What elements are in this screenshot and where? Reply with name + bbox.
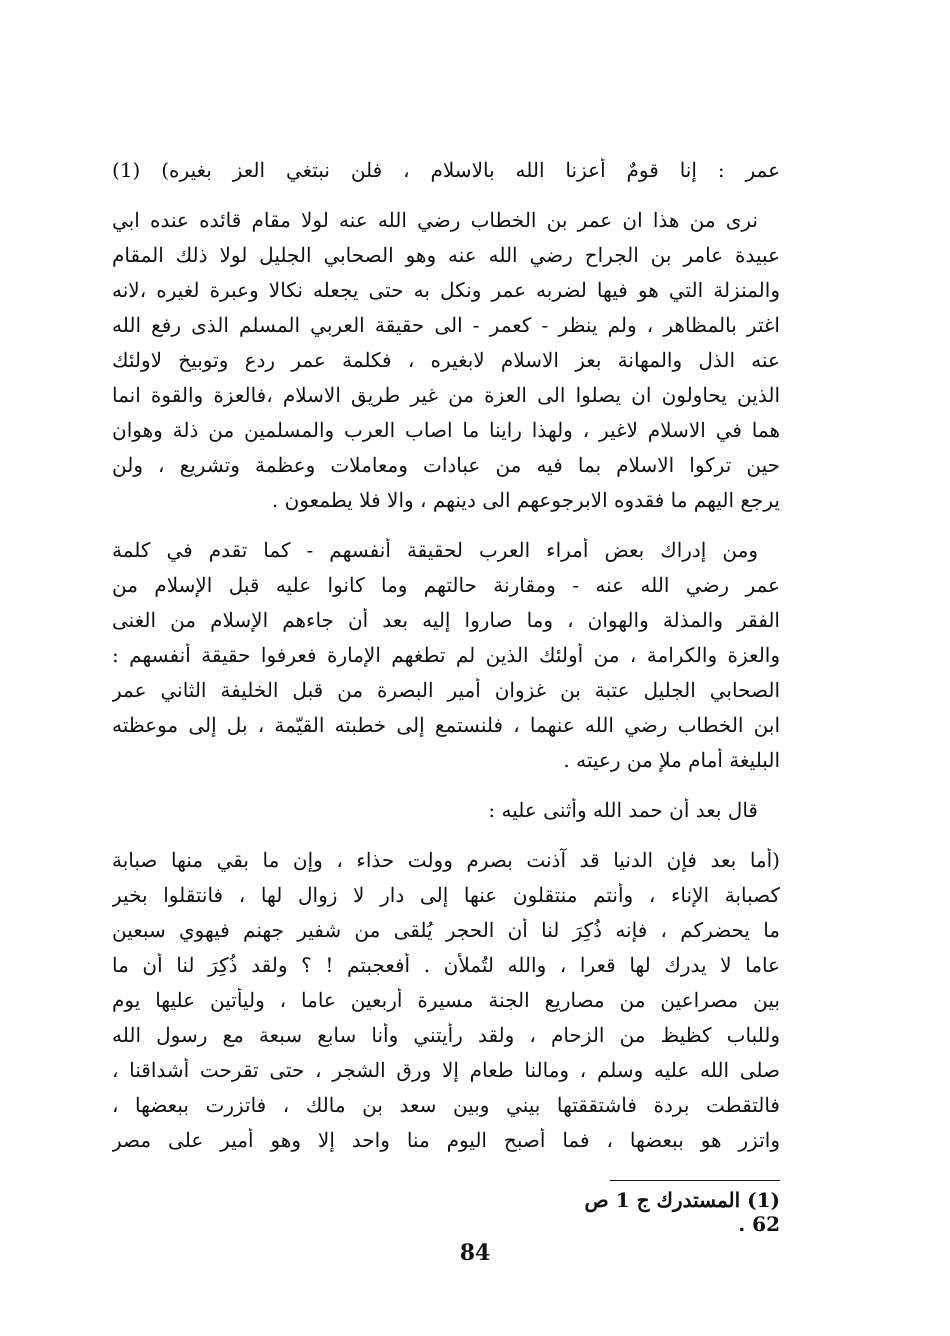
footnote-divider [610,1180,780,1181]
paragraph-2-line-3: الفقر والمذلة والهوان ، وما صاروا إليه بعد أن جاءهم الإسلام من الغنى [112,608,780,632]
paragraph-1-line-9: يرجع اليهم ما فقدوه الابرجوعهم الى دينهم ، والا فلا يطمعون . [271,488,780,512]
paragraph-4-line-2: كصبابة الإناء ، وأنتم منتقلون عنها إلى دار لا زوال لها ، فانتقلوا بخير [112,883,780,907]
paragraph-2-line-5: الصحابي الجليل عتبة بن غزوان أمير البصرة من قبل الخليفة الثاني عمر [112,678,780,702]
paragraph-4-line-3: ما يحضركم ، فإنه ذُكِرَ لنا أن الحجر يُلقى من شفير جهنم فيهوي سبعين [112,918,780,942]
paragraph-4-line-1: (أما بعد فإن الدنيا قد آذنت بصرم وولت حذاء ، وإن ما بقي منها صبابة [112,848,780,872]
paragraph-2-line-4: والعزة والكرامة ، من أولئك الذين لم تطغهم الإمارة فعرفوا حقيقة أنفسهم : [112,643,780,667]
paragraph-2-line-2: عمر رضي الله عنه - ومقارنة حالتهم وما كانوا عليه قبل الإسلام من [112,573,780,597]
paragraph-2-line-6: ابن الخطاب رضي الله عنهما ، فلنستمع إلى خطبته القيّمة ، بل إلى موعظته [112,713,780,737]
paragraph-4-line-8: فالتقطت بردة فاشتققتها بيني وبين سعد بن مالك ، فاتزرت ببعضها ، [112,1093,780,1117]
paragraph-3-line-1: قال بعد أن حمد الله وأثنى عليه : [488,798,758,822]
paragraph-1-line-4: اغتر بالمظاهر ، ولم ينظر - كعمر - الى حقيقة العربي المسلم الذى رفع الله [112,313,780,337]
paragraph-4-line-6: وللباب كظيظ من الزحام ، ولقد رأيتني وأنا سابع سبعة مع رسول الله [112,1023,780,1047]
paragraph-4-line-5: بين مصراعين من مصاريع الجنة مسيرة أربعين عاما ، وليأتين عليها يوم [112,988,780,1012]
paragraph-1-line-7: هما في الاسلام لاغير ، ولهذا راينا ما اصاب العرب والمسلمين من ذلة وهوان [112,418,780,442]
footnote: (1) المستدرك ج 1 ص 62 . [584,1188,780,1236]
paragraph-1-line-3: والمنزلة التي هو فيها لضربه عمر ونكل به حتى يجعله نكالا وعبرة لغيره ،لانه [112,278,780,302]
paragraph-2-line-1: ومن إدراك بعض أمراء العرب لحقيقة أنفسهم - كما تقدم في كلمة [112,538,758,562]
paragraph-1-line-6: الذين يحاولون ان يصلوا الى العزة من غير طريق الاسلام ،فالعزة والقوة انما [112,383,780,407]
page-number: 84 [459,1240,491,1266]
paragraph-1-line-2: عبيدة عامر بن الجراح رضي الله عنه وهو الصحابي الجليل لولا ذلك المقام [112,243,780,267]
quote-line: عمر : إنا قومٌ أعزنا الله بالاسلام ، فلن نبتغي العز بغيره) (1) [112,158,780,182]
paragraph-1-line-1: نرى من هذا ان عمر بن الخطاب رضي الله عنه لولا مقام قائده عنده ابي [112,208,758,232]
paragraph-4-line-4: عاما لا يدرك لها قعرا ، والله لتُملأن . أفعجبتم ! ؟ ولقد ذُكِرَ لنا أن ما [112,953,780,977]
paragraph-1-line-5: عنه الذل والمهانة بعز الاسلام لابغيره ، فكلمة عمر ردع وتوبيخ لاولئك [112,348,780,372]
paragraph-4-line-7: صلى الله عليه وسلم ، ومالنا طعام إلا ورق الشجر ، حتى تقرحت أشداقنا ، [112,1058,780,1082]
paragraph-4-line-9: واتزر هو ببعضها ، فما أصبح اليوم منا واحد إلا وهو أمير على مصر [112,1128,780,1152]
paragraph-2-line-7: البليغة أمام ملإ من رعيته . [563,748,780,772]
paragraph-1-line-8: حين تركوا الاسلام بما فيه من عبادات ومعاملات وعظمة وتشريع ، ولن [112,453,780,477]
